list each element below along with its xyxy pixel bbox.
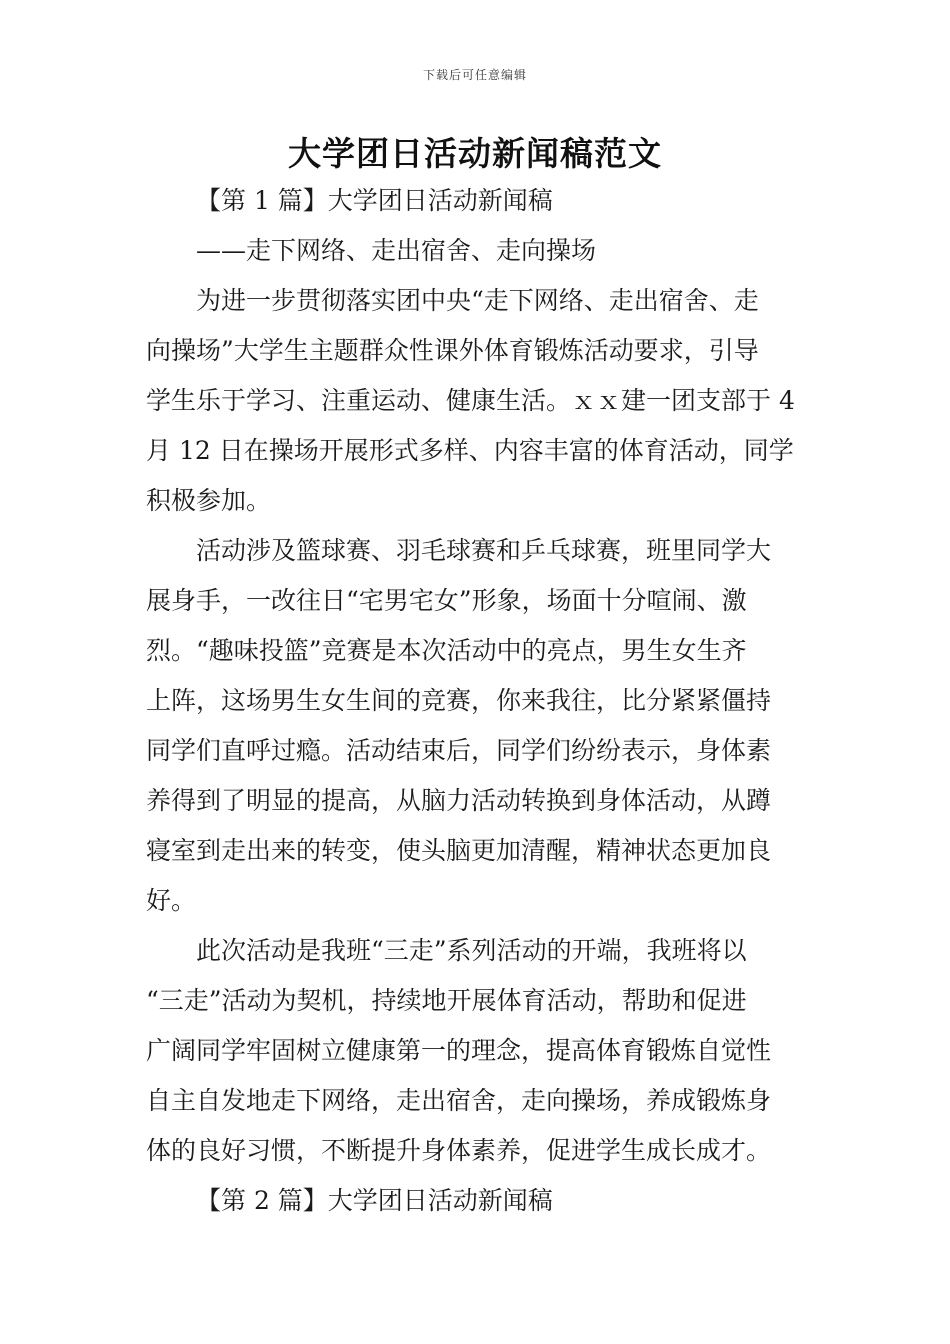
paragraph-line: 自主自发地走下网络，走出宿舍，走向操场，养成锻炼身 (146, 1086, 772, 1115)
paragraph-line: “三走”活动为契机，持续地开展体育活动，帮助和促进 (146, 986, 747, 1015)
paragraph-line: 积极参加。 (146, 486, 272, 515)
paragraph-line: 寝室到走出来的转变，使头脑更加清醒，精神状态更加良 (146, 836, 772, 865)
paragraph-line: 同学们直呼过瘾。活动结束后，同学们纷纷表示，身体素 (146, 736, 772, 765)
paragraph-line: 烈。“趣味投篮”竞赛是本次活动中的亮点，男生女生齐 (146, 636, 747, 665)
document-title: 大学团日活动新闻稿范文 (288, 134, 662, 173)
header-note: 下载后可任意编辑 (422, 68, 527, 82)
paragraph-line: 上阵，这场男生女生间的竞赛，你来我往，比分紧紧僵持 (146, 686, 772, 715)
paragraph-line: 体的良好习惯，不断提升身体素养，促进学生成长成才。 (146, 1136, 772, 1165)
paragraph-line: 为进一步贯彻落实团中央“走下网络、走出宿舍、走 (196, 286, 759, 315)
section-subtitle: ——走下网络、走出宿舍、走向操场 (196, 236, 597, 265)
paragraph-line: 好。 (146, 886, 197, 915)
paragraph-line: 此次活动是我班“三走”系列活动的开端，我班将以 (196, 936, 747, 965)
section-heading-1: 【第 1 篇】大学团日活动新闻稿 (196, 186, 553, 215)
paragraph-line: 学生乐于学习、注重运动、健康生活。ｘｘ建一团支部于 4 (146, 386, 795, 415)
paragraph-line: 活动涉及篮球赛、羽毛球赛和乒乓球赛，班里同学大 (196, 536, 772, 565)
paragraph-line: 养得到了明显的提高，从脑力活动转换到身体活动，从蹲 (146, 786, 772, 815)
section-heading-2: 【第 2 篇】大学团日活动新闻稿 (196, 1186, 553, 1215)
document-body (146, 176, 806, 1226)
paragraph-line: 展身手，一改往日“宅男宅女”形象，场面十分喧闹、激 (146, 586, 747, 615)
paragraph-line: 向操场”大学生主题群众性课外体育锻炼活动要求，引导 (146, 336, 759, 365)
paragraph-line: 广阔同学牢固树立健康第一的理念，提高体育锻炼自觉性 (146, 1036, 772, 1065)
paragraph-line: 月 12 日在操场开展形式多样、内容丰富的体育活动，同学 (146, 436, 794, 465)
